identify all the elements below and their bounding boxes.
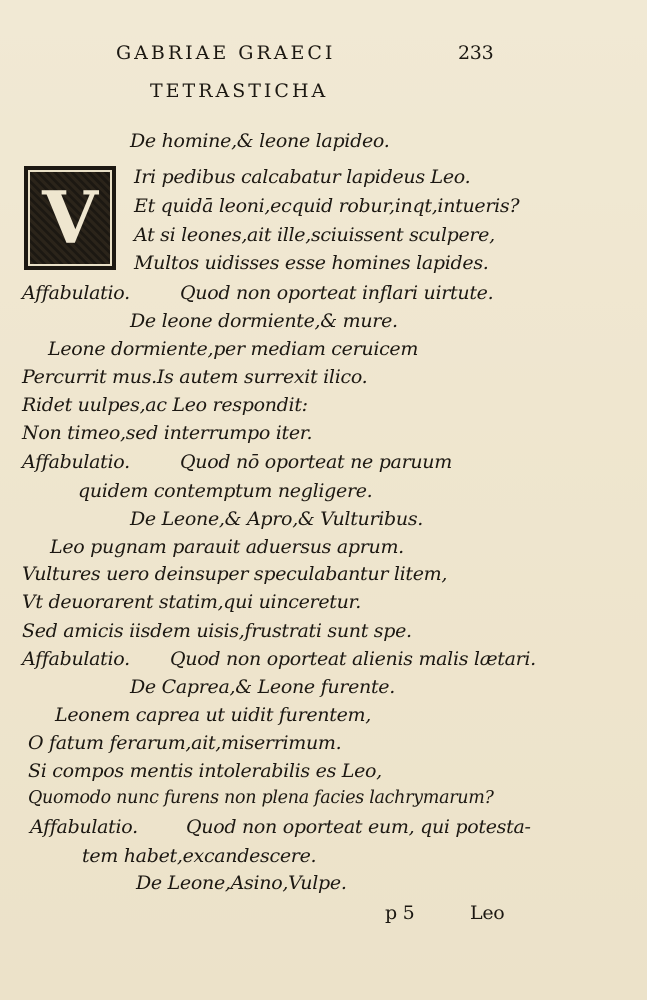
fable-title: De Leone,Asino,Vulpe. — [136, 872, 347, 894]
verse-line: Multos uidisses esse homines lapides. — [134, 252, 489, 274]
verse-line: Non timeo,sed interrumpo iter. — [22, 422, 313, 444]
moral-line: Quod non oporteat eum, qui potesta- — [186, 816, 531, 838]
fable-title: De homine,& leone lapideo. — [130, 130, 390, 152]
fable-title: De Caprea,& Leone furente. — [130, 676, 395, 698]
moral-line: quidem contemptum negligere. — [78, 480, 373, 502]
verse-line: Percurrit mus.Is autem surrexit ilico. — [22, 366, 368, 388]
running-title: GABRIAE GRAECI — [116, 42, 336, 64]
verse-line: Vultures uero deinsuper speculabantur litem, — [22, 563, 448, 585]
verse-line: Et quidā leoni,ecquid robur,inqt,intueris? — [134, 195, 520, 217]
moral-line: Quod non oporteat inflari uirtute. — [180, 282, 494, 304]
fable-title: De leone dormiente,& mure. — [130, 310, 398, 332]
verse-line: At si leones,ait ille,sciuissent sculpere, — [134, 224, 495, 246]
affabulatio-label: Affabulatio. — [22, 451, 130, 473]
verse-line: Iri pedibus calcabatur lapideus Leo. — [134, 166, 471, 188]
verse-line: Ridet uulpes,ac Leo respondit: — [22, 394, 308, 416]
affabulatio-label: Affabulatio. — [22, 648, 130, 670]
verse-line: Vt deuorarent statim,qui uinceretur. — [22, 591, 361, 613]
affabulatio-label: Affabulatio. — [22, 282, 130, 304]
fable-title: De Leone,& Apro,& Vulturibus. — [130, 508, 424, 530]
page-number: 233 — [458, 42, 494, 64]
moral-line: Quod nō oporteat ne paruum — [180, 451, 452, 473]
signature-mark: p 5 — [385, 902, 415, 924]
verse-line: Leone dormiente,per mediam ceruicem — [48, 338, 419, 360]
verse-line: O fatum ferarum,ait,miserrimum. — [28, 732, 342, 754]
verse-line: Leo pugnam parauit aduersus aprum. — [50, 536, 404, 558]
verse-line: Sed amicis iisdem uisis,frustrati sunt spe. — [22, 620, 412, 642]
moral-line: Quod non oporteat alienis malis lætari. — [170, 648, 536, 670]
verse-line: Quomodo nunc furens non plena facies lachrymarum? — [28, 788, 494, 808]
verse-line: Si compos mentis intolerabilis es Leo, — [28, 760, 382, 782]
catchword: Leo — [470, 902, 505, 924]
moral-line: tem habet,excandescere. — [82, 845, 317, 867]
affabulatio-label: Affabulatio. — [30, 816, 138, 838]
verse-line: Leonem caprea ut uidit furentem, — [55, 704, 371, 726]
running-subtitle: TETRASTICHA — [150, 80, 329, 102]
initial-letter: V — [42, 175, 98, 260]
decorated-initial — [24, 166, 116, 270]
